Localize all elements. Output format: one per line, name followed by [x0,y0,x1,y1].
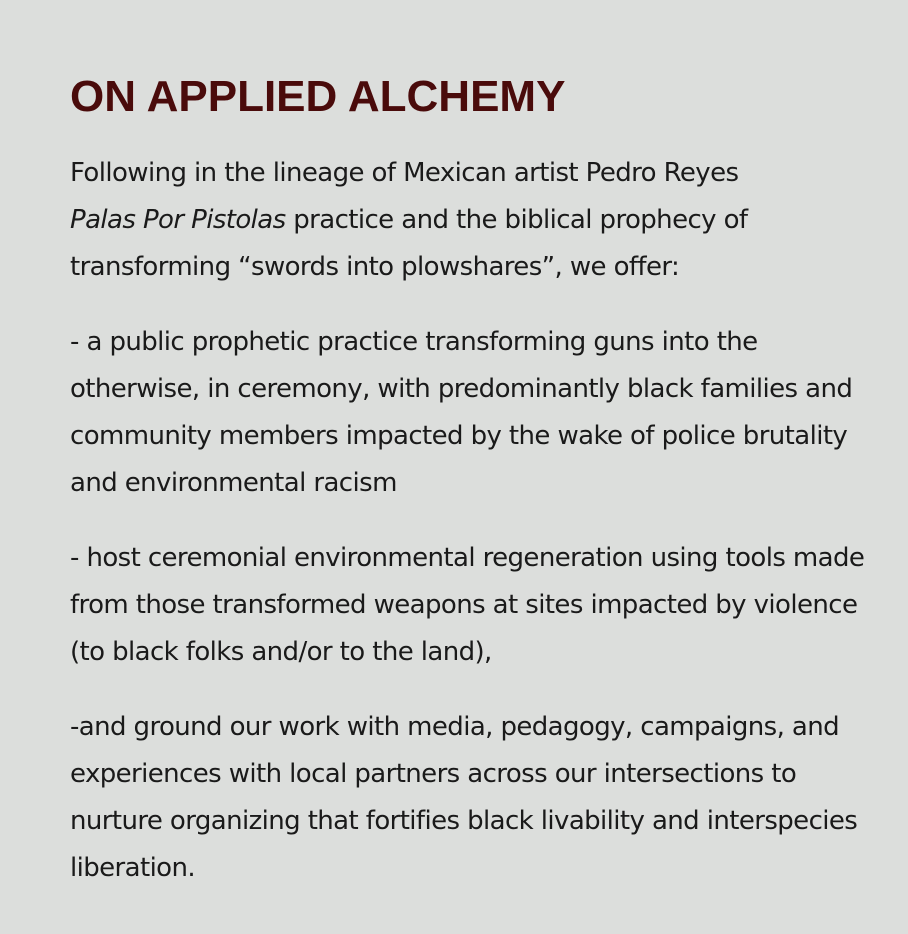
intro-paragraph [70,150,868,291]
offer-point-1: - a public prophetic practice transforming guns into the otherwise, in ceremony, with predominantly black families and community members impacted by the wake of police brutality and environmental racism [70,327,853,498]
offer-point-2: - host ceremonial environmental regeneration using tools made from those transformed weapons at sites impacted by violence (to black folks and/or to the land), [70,543,865,667]
intro-italic-title: Palas Por Pistolas [70,205,286,235]
intro-rest-text: practice and the biblical prophecy of transforming “swords into plowshares”, we offer: [70,205,748,282]
intro-lead-text: Following in the lineage of Mexican artist Pedro Reyes [70,158,739,188]
offer-point-3: -and ground our work with media, pedagogy, campaigns, and experiences with local partners across our intersections to nurture organizing that fortifies black livability and interspecies liberation. [70,712,858,883]
section-heading: ON APPLIED ALCHEMY [70,72,566,121]
